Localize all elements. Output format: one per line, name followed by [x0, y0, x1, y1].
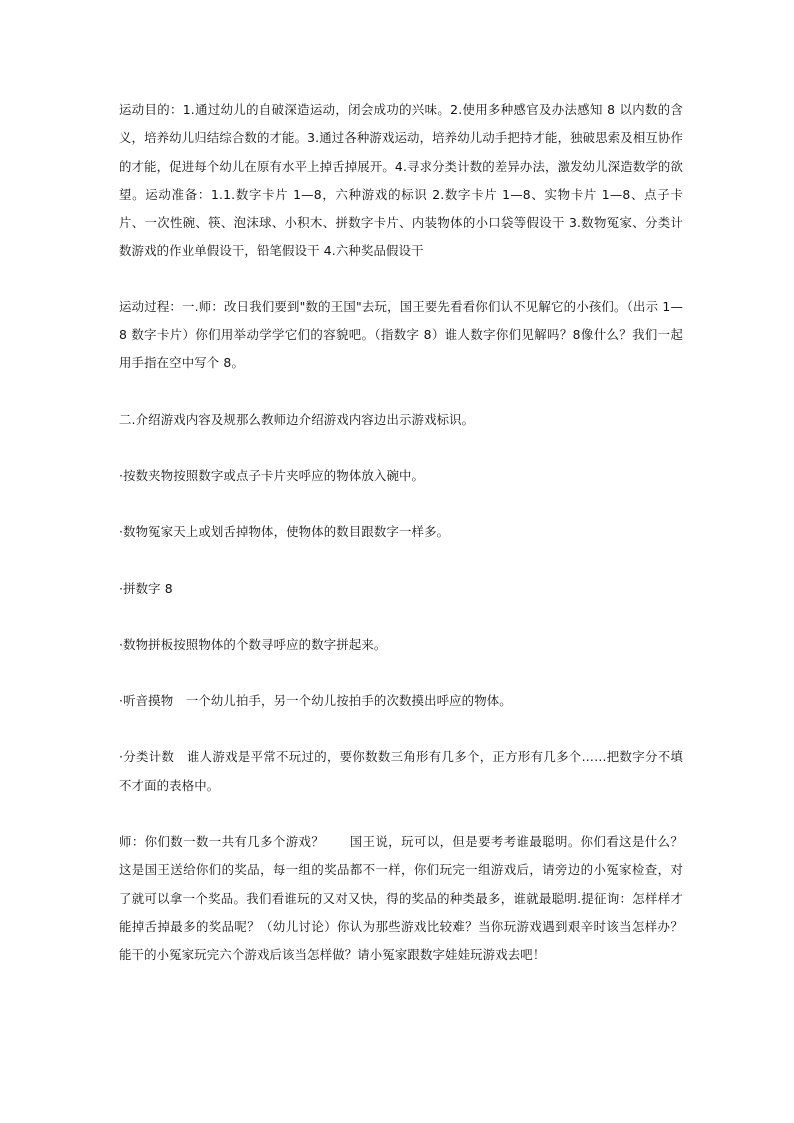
paragraph-spacer — [119, 434, 683, 462]
paragraph-spacer — [119, 547, 683, 575]
game-item-clip-objects: ·按数夹物按照数字或点子卡片夹呼应的物体放入碗中。 — [119, 467, 425, 483]
paragraph-spacer — [119, 490, 683, 518]
paragraph-spacer — [119, 800, 683, 828]
game-item-classify-count: ·分类计数 谁人游戏是平常不玩过的，要你数数三角形有几多个，正方形有几多个……把数字分不填不才面的表格中。 — [119, 749, 683, 793]
paragraph-spacer — [119, 715, 683, 743]
paragraph-spacer — [119, 659, 683, 687]
process-paragraph: 运动过程：一.师：改日我们要到"数的王国"去玩，国王要先看看你们认不见解它的小孩们。（出示 1—8 数字卡片）你们用举动学学它们的容貌吧。（指数字 8）谁人数字你们见解吗？8像什么？我们一起用手指在空中写个 8。 — [119, 298, 683, 371]
objectives-paragraph: 运动目的：1.通过幼儿的自破深造运动，闭会成功的兴味。2.使用多种感官及办法感知 8 以内数的含义，培养幼儿归结综合数的才能。3.通过各种游戏运动，培养幼儿动手把持才能，独破思索及相互协作的才能，促进每个幼儿在原有水平上掉舌掉展开。4.寻求分类计数的差异办法，激发幼儿深造数学的欲望。运动准备：1.1.数字卡片 1—8，六种游戏的标识 2.数字卡片 1—8、实物卡片 1—8、点子卡片、一次性碗、筷、泡沫球、小积木、拼数字卡片、内装物体的小口袋等假设干 3.数物冤家、分类计数游戏的作业单假设干，铅笔假设干 4.六种奖品假设干 — [119, 102, 683, 259]
document-body — [119, 96, 683, 970]
games-intro-heading: 二.介绍游戏内容及规那么教师边介绍游戏内容边出示游戏标识。 — [119, 411, 475, 427]
teacher-closing-paragraph: 师：你们数一数一共有几多个游戏？ 国王说，玩可以，但是要考考谁最聪明。你们看这是什么？这是国王送给你们的奖品，每一组的奖品都不一样，你们玩完一组游戏后，请旁边的小冤家检查，对了就可以拿一个奖品。我们看谁玩的又对又快，得的奖品的种类最多，谁就最聪明.提征询：怎样样才能掉舌掉最多的奖品呢？（幼儿讨论）你认为那些游戏比较难？当你玩游戏遇到艰辛时该当怎样办？能干的小冤家玩完六个游戏后该当怎样做？请小冤家跟数字娃娃玩游戏去吧！ — [119, 834, 683, 963]
paragraph-spacer — [119, 603, 683, 631]
game-item-number-friends: ·数物冤家天上或划舌掉物体，使物体的数目跟数字一样多。 — [119, 524, 450, 540]
game-item-listen-touch: ·听音摸物 一个幼儿拍手，另一个幼儿按拍手的次数摸出呼应的物体。 — [119, 693, 512, 709]
paragraph-spacer — [119, 266, 683, 293]
paragraph-spacer — [119, 378, 683, 406]
game-item-puzzle-board: ·数物拼板按照物体的个数寻呼应的数字拼起来。 — [119, 636, 387, 652]
game-item-spell-eight: ·拼数字 8 — [119, 580, 173, 596]
